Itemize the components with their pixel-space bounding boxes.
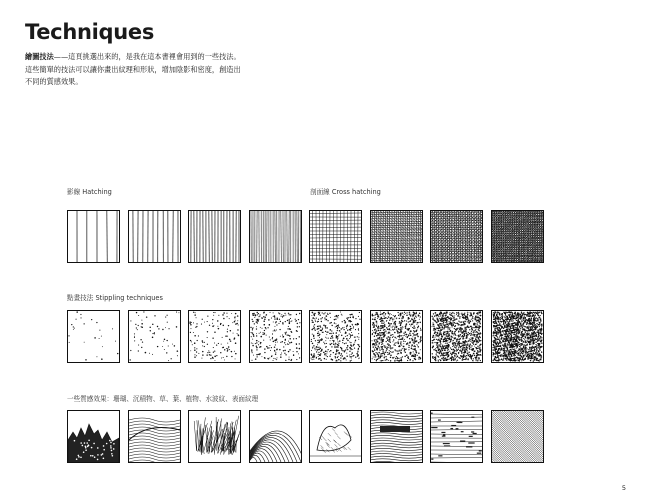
cross-hatching-tile-drawing (309, 210, 362, 263)
stippling-tile (188, 310, 241, 363)
stippling-tile (370, 310, 423, 363)
intro-line-1 (25, 51, 315, 64)
intro-line-3: 不同的質感效果。 (25, 77, 83, 86)
textures-label: 一些質感效果：珊瑚、沉積物、草、葉、植物、水波紋、表面紋理 (67, 395, 259, 403)
stippling-tile (309, 310, 362, 363)
stippling-tile-drawing (309, 310, 362, 363)
page-title: Techniques (25, 20, 155, 44)
hatching-tile-drawing (128, 210, 181, 263)
stippling-tile-drawing (67, 310, 120, 363)
texture-tile-drawing (491, 410, 544, 463)
intro-bold: 繪圖技法 (25, 52, 54, 61)
stippling-tile-drawing (188, 310, 241, 363)
hatching-tile (188, 210, 241, 263)
cross-hatching-tile-drawing (370, 210, 423, 263)
hatching-label: 影線 Hatching (67, 188, 112, 196)
intro-text (25, 51, 315, 89)
hatching-tile-drawing (188, 210, 241, 263)
stippling-tile-drawing (128, 310, 181, 363)
texture-tile (128, 410, 181, 463)
stippling-tile-drawing (491, 310, 544, 363)
intro-line-1-rest: ——這頁挑選出來的，是我在這本書裡會用到的一些技法。 (53, 52, 241, 61)
stippling-tile (249, 310, 302, 363)
cross-hatching-tile (430, 210, 483, 263)
hatching-tile (67, 210, 120, 263)
cross-hatching-tile (309, 210, 362, 263)
cross-hatching-tile-drawing (491, 210, 544, 263)
cross-hatching-tile (491, 210, 544, 263)
texture-tile (249, 410, 302, 463)
stippling-tile (128, 310, 181, 363)
stippling-tile (430, 310, 483, 363)
texture-tile-drawing (370, 410, 423, 463)
texture-tile-drawing (309, 410, 362, 463)
stippling-tile (491, 310, 544, 363)
texture-tile-drawing (430, 410, 483, 463)
texture-tile-drawing (249, 410, 302, 463)
texture-tile (491, 410, 544, 463)
page-number: 5 (621, 484, 626, 492)
intro-line-2: 這些簡單的技法可以讓你畫出紋理和形狀，增加陰影和密度，創造出 (25, 64, 241, 74)
stippling-label: 點畫技法 Stippling techniques (67, 294, 163, 302)
cross-hatching-label: 剖面線 Cross hatching (310, 188, 381, 196)
cross-hatching-tile-drawing (430, 210, 483, 263)
texture-tile (67, 410, 120, 463)
texture-tile (430, 410, 483, 463)
cross-hatching-tile (370, 210, 423, 263)
stippling-tile (67, 310, 120, 363)
texture-tile-drawing (188, 410, 241, 463)
hatching-tile-drawing (67, 210, 120, 263)
hatching-tile (128, 210, 181, 263)
hatching-tile (249, 210, 302, 263)
texture-tile (188, 410, 241, 463)
stippling-tile-drawing (370, 310, 423, 363)
texture-tile-drawing (67, 410, 120, 463)
hatching-tile-drawing (249, 210, 302, 263)
texture-tile (370, 410, 423, 463)
stippling-tile-drawing (430, 310, 483, 363)
stippling-tile-drawing (249, 310, 302, 363)
texture-tile (309, 410, 362, 463)
texture-tile-drawing (128, 410, 181, 463)
